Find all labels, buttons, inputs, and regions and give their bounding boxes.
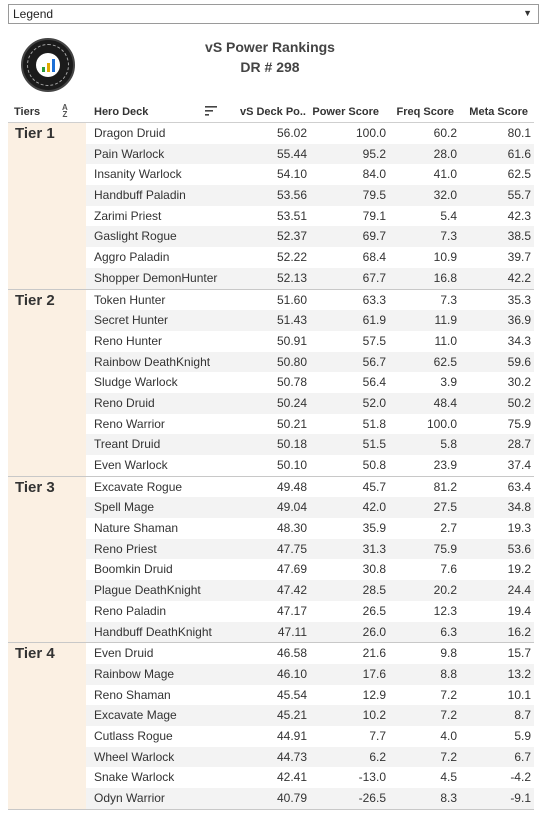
deck-name-cell: Cutlass Rogue <box>94 728 173 743</box>
table-row[interactable] <box>86 206 534 227</box>
meta-score-cell: -4.2 <box>510 770 531 785</box>
vs-deck-power-cell: 45.54 <box>276 687 307 702</box>
table-row[interactable] <box>86 705 534 726</box>
vs-deck-power-cell: 52.13 <box>276 270 307 285</box>
freq-score-cell: 8.3 <box>440 791 457 805</box>
power-score-cell: 79.5 <box>362 188 386 203</box>
sort-alpha-icon[interactable]: A Z <box>62 103 68 119</box>
tier-cell <box>8 643 86 809</box>
vs-deck-power-cell: 55.44 <box>276 146 307 161</box>
power-score-cell: 6.2 <box>369 749 386 764</box>
deck-name-cell: Even Druid <box>94 646 154 661</box>
power-score-cell: 57.5 <box>362 333 386 348</box>
table-row[interactable] <box>86 455 534 476</box>
legend-dropdown[interactable] <box>8 4 539 24</box>
vs-deck-power-cell: 50.21 <box>276 416 307 431</box>
sort-icon[interactable] <box>205 106 217 119</box>
deck-name-cell: Rainbow Mage <box>94 666 175 681</box>
freq-score-cell: 11.9 <box>434 313 457 328</box>
column-header-freq-score[interactable]: Freq Score <box>396 106 454 118</box>
vs-deck-power-cell: 45.21 <box>276 708 307 723</box>
meta-score-cell: 75.9 <box>507 416 531 431</box>
vs-deck-power-cell: 51.43 <box>276 313 307 328</box>
tier-label: Tier 1 <box>15 125 55 142</box>
table-row[interactable] <box>86 726 534 747</box>
deck-name-cell: Reno Druid <box>94 395 155 410</box>
deck-name-cell: Aggro Paladin <box>94 250 170 265</box>
meta-score-cell: 28.7 <box>507 437 531 452</box>
tier-cell <box>8 290 86 476</box>
deck-name-cell: Reno Paladin <box>94 603 167 618</box>
meta-score-cell: 19.4 <box>507 603 531 618</box>
power-score-cell: 12.9 <box>362 687 386 702</box>
table-row[interactable] <box>86 559 534 580</box>
vs-deck-power-cell: 53.56 <box>276 188 307 203</box>
table-row[interactable] <box>86 247 534 268</box>
power-score-cell: 7.7 <box>369 728 386 743</box>
meta-score-cell: 42.2 <box>507 270 531 285</box>
power-score-cell: 67.7 <box>362 270 386 285</box>
freq-score-cell: 3.9 <box>440 375 457 390</box>
power-score-cell: 17.6 <box>362 666 386 681</box>
meta-score-cell: 5.9 <box>514 728 531 743</box>
tier-label: Tier 4 <box>15 645 55 663</box>
deck-name-cell: Nature Shaman <box>94 521 179 536</box>
freq-score-cell: 60.2 <box>433 126 457 140</box>
meta-score-cell: 8.7 <box>514 708 531 723</box>
power-score-cell: 69.7 <box>362 229 386 244</box>
freq-score-cell: 20.2 <box>433 583 457 598</box>
column-header-tiers[interactable]: Tiers <box>14 106 41 118</box>
power-score-cell: 26.5 <box>362 603 386 618</box>
meta-score-cell: 10.1 <box>507 687 531 702</box>
table-row[interactable] <box>86 664 534 685</box>
chevron-down-icon[interactable]: ▼ <box>523 8 532 18</box>
column-header-vs-deck-power[interactable]: vS Deck Po.. <box>239 106 306 118</box>
power-score-cell: 21.6 <box>362 646 386 661</box>
power-score-cell: 68.4 <box>362 250 386 265</box>
deck-name-cell: Rainbow DeathKnight <box>94 354 211 369</box>
meta-score-cell: 19.3 <box>507 521 531 536</box>
table-row[interactable] <box>86 331 534 352</box>
vs-deck-power-cell: 50.10 <box>276 458 307 472</box>
vs-deck-power-cell: 47.69 <box>276 562 307 577</box>
table-row[interactable] <box>86 414 534 435</box>
deck-name-cell: Reno Priest <box>94 541 157 556</box>
vs-deck-power-cell: 50.18 <box>276 437 307 452</box>
power-score-cell: 95.2 <box>362 146 386 161</box>
freq-score-cell: 4.5 <box>440 770 457 785</box>
power-score-cell: 26.0 <box>362 624 386 639</box>
meta-score-cell: 37.4 <box>507 458 531 472</box>
deck-name-cell: Spell Mage <box>94 500 155 515</box>
power-score-cell: 84.0 <box>362 167 386 182</box>
meta-score-cell: 13.2 <box>507 666 531 681</box>
freq-score-cell: 48.4 <box>433 395 457 410</box>
freq-score-cell: 27.5 <box>433 500 457 515</box>
freq-score-cell: 8.8 <box>440 666 457 681</box>
meta-score-cell: 50.2 <box>507 395 531 410</box>
table-row[interactable] <box>86 685 534 706</box>
logo <box>21 38 75 92</box>
meta-score-cell: 24.4 <box>507 583 531 598</box>
meta-score-cell: 15.7 <box>507 646 531 661</box>
column-header-meta-score[interactable]: Meta Score <box>469 106 528 118</box>
deck-name-cell: Zarimi Priest <box>94 208 162 223</box>
meta-score-cell: 62.5 <box>507 167 531 182</box>
vs-deck-power-cell: 47.75 <box>276 541 307 556</box>
freq-score-cell: 4.0 <box>440 728 457 743</box>
tier-group <box>8 643 534 810</box>
freq-score-cell: 7.2 <box>440 708 457 723</box>
freq-score-cell: 7.2 <box>440 749 457 764</box>
meta-score-cell: 53.6 <box>507 541 531 556</box>
freq-score-cell: 5.4 <box>440 208 457 223</box>
deck-name-cell: Pain Warlock <box>94 146 165 161</box>
table-header <box>8 104 534 122</box>
tier-group <box>8 123 534 290</box>
table-row[interactable] <box>86 788 534 809</box>
power-score-cell: 100.0 <box>355 126 386 140</box>
table-row[interactable] <box>86 164 534 185</box>
vs-deck-power-cell: 56.02 <box>276 126 307 140</box>
freq-score-cell: 2.7 <box>440 521 457 536</box>
table-row[interactable] <box>86 310 534 331</box>
freq-score-cell: 10.9 <box>433 250 457 265</box>
table-row[interactable] <box>86 643 534 664</box>
table-row[interactable] <box>86 268 534 289</box>
deck-name-cell: Shopper DemonHunter <box>94 270 218 285</box>
power-score-cell: 79.1 <box>362 208 386 223</box>
freq-score-cell: 81.2 <box>433 479 457 494</box>
meta-score-cell: 42.3 <box>507 208 531 223</box>
power-score-cell: 61.9 <box>362 313 386 328</box>
freq-score-cell: 6.3 <box>440 624 457 639</box>
vs-deck-power-cell: 50.91 <box>276 333 307 348</box>
table-row[interactable] <box>86 622 534 643</box>
meta-score-cell: 35.3 <box>507 292 531 307</box>
vs-deck-power-cell: 48.30 <box>276 521 307 536</box>
power-score-cell: 51.8 <box>362 416 386 431</box>
deck-name-cell: Handbuff DeathKnight <box>94 624 212 639</box>
tier-group <box>8 290 534 477</box>
column-header-hero-deck[interactable]: Hero Deck <box>94 106 149 118</box>
table-row[interactable] <box>86 290 534 311</box>
power-score-cell: 28.5 <box>362 583 386 598</box>
table-row[interactable] <box>86 539 534 560</box>
table-row[interactable] <box>86 352 534 373</box>
meta-score-cell: -9.1 <box>510 791 531 805</box>
vs-deck-power-cell: 46.10 <box>276 666 307 681</box>
deck-name-cell: Excavate Mage <box>94 708 177 723</box>
page-subtitle: DR # 298 <box>240 59 300 75</box>
vs-deck-power-cell: 50.78 <box>276 375 307 390</box>
vs-deck-power-cell: 42.41 <box>276 770 307 785</box>
power-score-cell: 10.2 <box>362 708 386 723</box>
power-score-cell: 45.7 <box>362 479 386 494</box>
vs-deck-power-cell: 51.60 <box>276 292 307 307</box>
deck-name-cell: Treant Druid <box>94 437 161 452</box>
meta-score-cell: 6.7 <box>514 749 531 764</box>
vs-deck-power-cell: 47.42 <box>276 583 307 598</box>
vs-deck-power-cell: 49.04 <box>276 500 307 515</box>
vs-deck-power-cell: 49.48 <box>276 479 307 494</box>
table-row[interactable] <box>86 393 534 414</box>
table-row[interactable] <box>86 497 534 518</box>
meta-score-cell: 55.7 <box>507 188 531 203</box>
freq-score-cell: 75.9 <box>433 541 457 556</box>
table-row[interactable] <box>86 477 534 498</box>
table-row[interactable] <box>86 226 534 247</box>
power-score-cell: 31.3 <box>362 541 386 556</box>
tier-cell <box>8 123 86 289</box>
meta-score-cell: 38.5 <box>507 229 531 244</box>
meta-score-cell: 19.2 <box>507 562 531 577</box>
meta-score-cell: 34.3 <box>507 333 531 348</box>
table-row[interactable] <box>86 767 534 788</box>
deck-name-cell: Insanity Warlock <box>94 167 182 182</box>
deck-name-cell: Even Warlock <box>94 458 168 472</box>
table-row[interactable] <box>86 185 534 206</box>
vs-deck-power-cell: 47.17 <box>276 603 307 618</box>
vs-deck-power-cell: 54.10 <box>276 167 307 182</box>
meta-score-cell: 59.6 <box>507 354 531 369</box>
deck-name-cell: Boomkin Druid <box>94 562 173 577</box>
freq-score-cell: 5.8 <box>440 437 457 452</box>
table-row[interactable] <box>86 580 534 601</box>
power-score-cell: 42.0 <box>362 500 386 515</box>
meta-score-cell: 30.2 <box>507 375 531 390</box>
meta-score-cell: 63.4 <box>507 479 531 494</box>
deck-name-cell: Plague DeathKnight <box>94 583 201 598</box>
power-score-cell: 51.5 <box>362 437 386 452</box>
freq-score-cell: 7.2 <box>440 687 457 702</box>
table-row[interactable] <box>86 123 534 144</box>
power-score-cell: 30.8 <box>362 562 386 577</box>
freq-score-cell: 7.3 <box>440 292 457 307</box>
tier-cell <box>8 477 86 643</box>
freq-score-cell: 9.8 <box>440 646 457 661</box>
power-score-cell: 56.7 <box>362 354 386 369</box>
power-score-cell: 56.4 <box>362 375 386 390</box>
freq-score-cell: 12.3 <box>433 603 457 618</box>
table-row[interactable] <box>86 518 534 539</box>
deck-name-cell: Excavate Rogue <box>94 479 183 494</box>
power-score-cell: 35.9 <box>362 521 386 536</box>
freq-score-cell: 41.0 <box>433 167 457 182</box>
table-row[interactable] <box>86 434 534 455</box>
table-row[interactable] <box>86 144 534 165</box>
meta-score-cell: 39.7 <box>507 250 531 265</box>
freq-score-cell: 23.9 <box>433 458 457 472</box>
deck-name-cell: Token Hunter <box>94 292 166 307</box>
vs-deck-power-cell: 52.22 <box>276 250 307 265</box>
tier-group <box>8 477 534 644</box>
vs-deck-power-cell: 46.58 <box>276 646 307 661</box>
deck-name-cell: Wheel Warlock <box>94 749 175 764</box>
deck-name-cell: Dragon Druid <box>94 126 166 140</box>
power-score-cell: 52.0 <box>362 395 386 410</box>
meta-score-cell: 61.6 <box>507 146 531 161</box>
deck-name-cell: Reno Warrior <box>94 416 165 431</box>
vs-deck-power-cell: 50.24 <box>276 395 307 410</box>
deck-name-cell: Odyn Warrior <box>94 791 165 805</box>
vs-deck-power-cell: 44.73 <box>276 749 307 764</box>
meta-score-cell: 34.8 <box>507 500 531 515</box>
vs-deck-power-cell: 52.37 <box>276 229 307 244</box>
power-score-cell: 63.3 <box>362 292 386 307</box>
freq-score-cell: 100.0 <box>426 416 457 431</box>
meta-score-cell: 36.9 <box>507 313 531 328</box>
rankings-table <box>8 123 534 810</box>
freq-score-cell: 62.5 <box>433 354 457 369</box>
meta-score-cell: 16.2 <box>507 624 531 639</box>
column-header-power-score[interactable]: Power Score <box>312 106 379 118</box>
power-score-cell: 50.8 <box>362 458 386 472</box>
freq-score-cell: 28.0 <box>433 146 457 161</box>
vs-deck-power-cell: 40.79 <box>276 791 307 805</box>
meta-score-cell: 80.1 <box>507 126 531 140</box>
page-title: vS Power Rankings <box>205 39 335 55</box>
tier-label: Tier 3 <box>15 478 55 496</box>
deck-name-cell: Reno Hunter <box>94 333 163 348</box>
vs-deck-power-cell: 44.91 <box>276 728 307 743</box>
table-row[interactable] <box>86 601 534 622</box>
vs-deck-power-cell: 53.51 <box>276 208 307 223</box>
deck-name-cell: Secret Hunter <box>94 313 169 328</box>
freq-score-cell: 16.8 <box>433 270 457 285</box>
vs-deck-power-cell: 50.80 <box>276 354 307 369</box>
power-score-cell: -26.5 <box>358 791 386 805</box>
freq-score-cell: 7.3 <box>440 229 457 244</box>
table-row[interactable] <box>86 747 534 768</box>
deck-name-cell: Reno Shaman <box>94 687 171 702</box>
freq-score-cell: 32.0 <box>433 188 457 203</box>
tier-label: Tier 2 <box>15 291 55 309</box>
deck-name-cell: Snake Warlock <box>94 770 175 785</box>
freq-score-cell: 7.6 <box>440 562 457 577</box>
table-row[interactable] <box>86 372 534 393</box>
freq-score-cell: 11.0 <box>434 333 457 348</box>
deck-name-cell: Sludge Warlock <box>94 375 178 390</box>
power-score-cell: -13.0 <box>358 770 386 785</box>
vs-deck-power-cell: 47.11 <box>277 624 307 639</box>
legend-label: Legend <box>13 7 54 21</box>
deck-name-cell: Handbuff Paladin <box>94 188 186 203</box>
deck-name-cell: Gaslight Rogue <box>94 229 177 244</box>
